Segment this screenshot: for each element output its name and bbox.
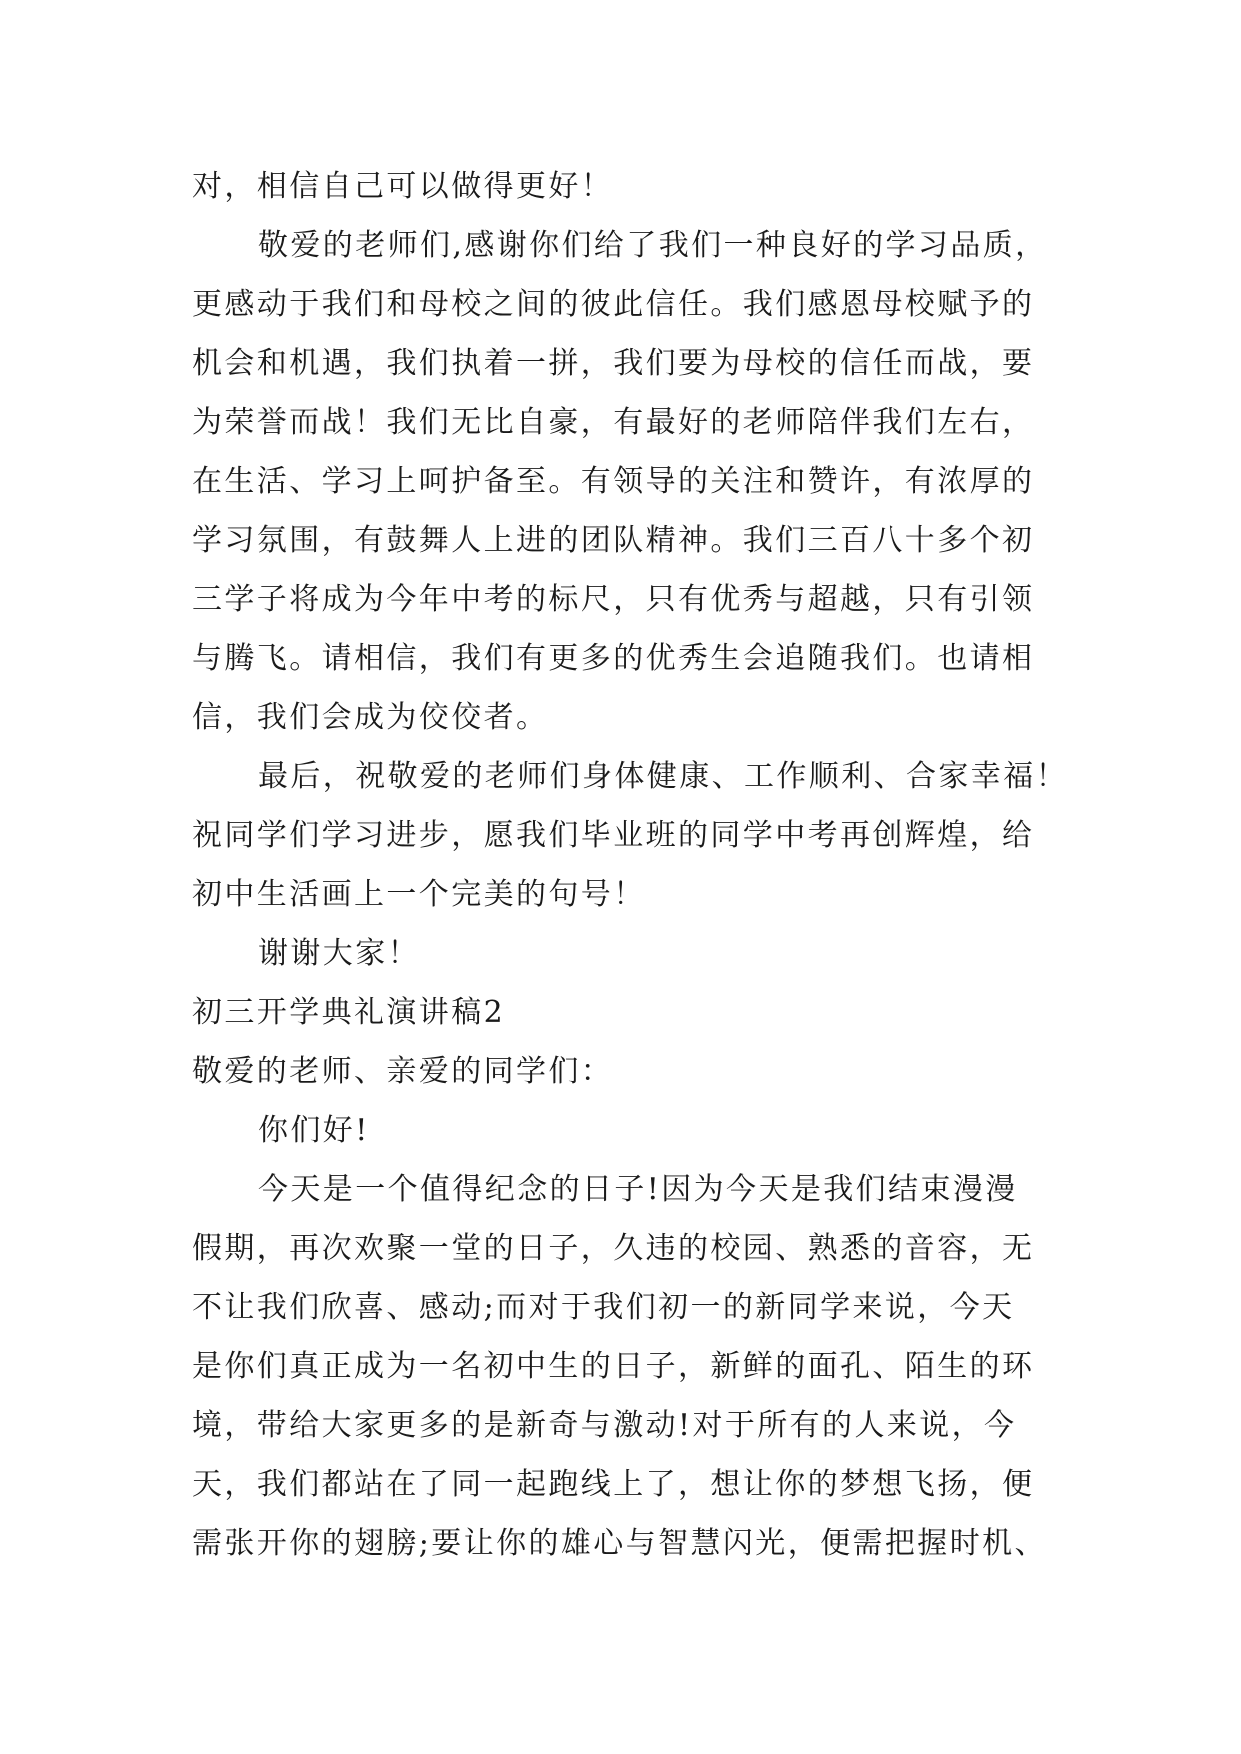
text-line: 假期，再次欢聚一堂的日子，久违的校园、熟悉的音容，无 (192, 1231, 1035, 1266)
text-line: 为荣誉而战！我们无比自豪，有最好的老师陪伴我们左右， (192, 405, 1035, 440)
text-line: 初中生活画上一个完美的句号！ (192, 877, 646, 912)
paragraph-start-line: 最后，祝敬爱的老师们身体健康、工作顺利、合家幸福！ (258, 759, 1068, 794)
text-line: 对，相信自己可以做得更好！ (192, 169, 614, 204)
text-line: 需张开你的翅膀;要让你的雄心与智慧闪光，便需把握时机、 (192, 1526, 1047, 1561)
text-line: 境，带给大家更多的是新奇与激动!对于所有的人来说，今 (192, 1408, 1017, 1443)
text-line: 祝同学们学习进步，愿我们毕业班的同学中考再创辉煌，给 (192, 818, 1035, 853)
section-heading: 初三开学典礼演讲稿2 (192, 995, 506, 1030)
closing-line: 谢谢大家！ (258, 936, 420, 971)
paragraph-start-line: 今天是一个值得纪念的日子!因为今天是我们结束漫漫 (258, 1172, 1018, 1207)
text-line: 学习氛围，有鼓舞人上进的团队精神。我们三百八十多个初 (192, 523, 1035, 558)
text-line: 天，我们都站在了同一起跑线上了，想让你的梦想飞扬，便 (192, 1467, 1035, 1502)
text-line: 信，我们会成为佼佼者。 (192, 700, 549, 735)
text-line: 与腾飞。请相信，我们有更多的优秀生会追随我们。也请相 (192, 641, 1035, 676)
text-line: 在生活、学习上呵护备至。有领导的关注和赞许，有浓厚的 (192, 464, 1035, 499)
text-line: 不让我们欣喜、感动;而对于我们初一的新同学来说，今天 (192, 1290, 1015, 1325)
salutation-line: 敬爱的老师、亲爱的同学们： (192, 1054, 614, 1089)
text-line: 机会和机遇，我们执着一拼，我们要为母校的信任而战，要 (192, 346, 1035, 381)
text-line: 三学子将成为今年中考的标尺，只有优秀与超越，只有引领 (192, 582, 1035, 617)
greeting-line: 你们好! (258, 1113, 370, 1148)
text-line: 更感动于我们和母校之间的彼此信任。我们感恩母校赋予的 (192, 287, 1035, 322)
text-line: 是你们真正成为一名初中生的日子，新鲜的面孔、陌生的环 (192, 1349, 1035, 1384)
paragraph-start-line: 敬爱的老师们,感谢你们给了我们一种良好的学习品质， (258, 228, 1048, 263)
